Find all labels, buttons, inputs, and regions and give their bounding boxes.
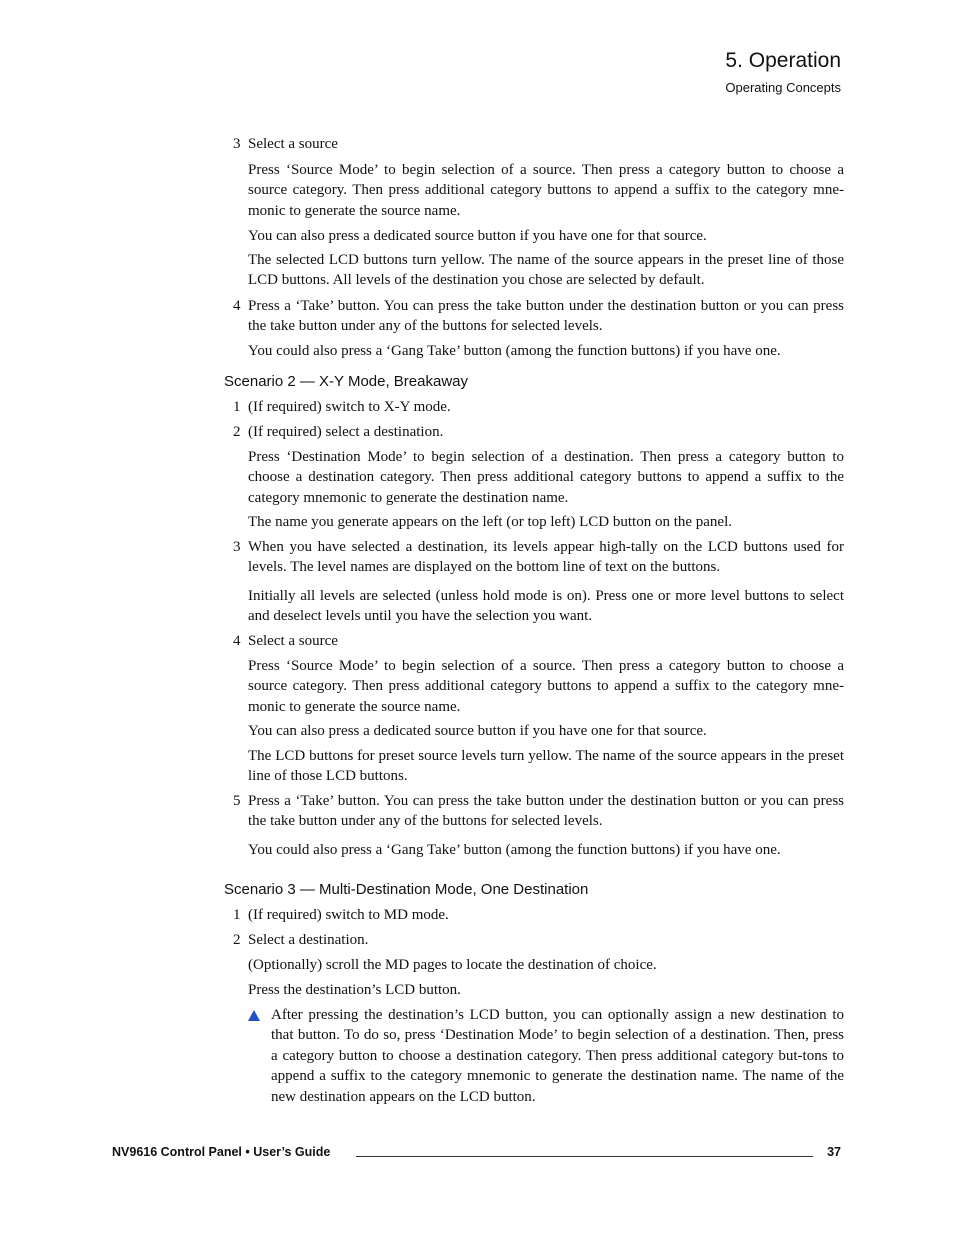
paragraph: The name you generate appears on the left (or top left) LCD button on the panel. xyxy=(248,514,732,530)
section-heading: Scenario 2 — X-Y Mode, Breakaway xyxy=(224,373,469,390)
paragraph: You can also press a dedicated source button if you have one for that source. xyxy=(248,228,707,244)
step-number: 4 xyxy=(233,298,241,314)
footer-rule xyxy=(356,1156,813,1157)
paragraph: Press the destination’s LCD button. xyxy=(248,982,461,998)
page-number: 37 xyxy=(827,1145,841,1159)
paragraph: Initially all levels are selected (unless hold mode is on). Press one or more level buttons to select and deselect levels until you have the selection you want. xyxy=(248,588,844,625)
step-number: 3 xyxy=(233,539,241,555)
triangle-bullet-icon xyxy=(248,1010,260,1021)
step-number: 1 xyxy=(233,399,241,415)
step-number: 4 xyxy=(233,633,241,649)
paragraph: You could also press a ‘Gang Take’ button (among the function buttons) if you have one. xyxy=(248,842,781,858)
step-number: 1 xyxy=(233,907,241,923)
step-text: Select a source xyxy=(248,633,338,649)
paragraph: Press ‘Destination Mode’ to begin selection of a destination. Then press a category button to choose a destination category. Then press additional category buttons to append a suffix to the category mnemonic to generate the destination name. xyxy=(248,449,844,506)
footer-title: NV9616 Control Panel • User’s Guide xyxy=(112,1145,331,1159)
note-text: After pressing the destination’s LCD button, you can optionally assign a new destination to that button. To do so, press ‘Destination Mode’ to begin selection of a destination. Then, press a category button to choose a destination category. Then press additional category but-tons to append a suffix to the category mnemonic to generate the destination name. The name of the new destination appears on the LCD button. xyxy=(271,1007,844,1105)
paragraph: The LCD buttons for preset source levels turn yellow. The name of the source appears in the preset line of those LCD buttons. xyxy=(248,748,844,785)
step-text: Press a ‘Take’ button. You can press the take button under the destination button or you can press the take button under any of the buttons for selected levels. xyxy=(248,793,844,830)
step-number: 3 xyxy=(233,136,241,152)
paragraph: The selected LCD buttons turn yellow. The name of the source appears in the preset line of those LCD buttons. All levels of the destination you chose are selected by default. xyxy=(248,252,844,289)
step-text: Select a destination. xyxy=(248,932,369,948)
step-text: Press a ‘Take’ button. You can press the take button under the destination button or you can press the take button under any of the buttons for selected levels. xyxy=(248,298,844,335)
paragraph: You can also press a dedicated source button if you have one for that source. xyxy=(248,723,707,739)
step-text: Select a source xyxy=(248,136,338,152)
step-text: (If required) select a destination. xyxy=(248,424,444,440)
step-number: 2 xyxy=(233,424,241,440)
paragraph: (Optionally) scroll the MD pages to locate the destination of choice. xyxy=(248,957,657,973)
paragraph: You could also press a ‘Gang Take’ button (among the function buttons) if you have one. xyxy=(248,343,781,359)
section-name: Operating Concepts xyxy=(725,80,841,95)
step-number: 5 xyxy=(233,793,241,809)
step-text: When you have selected a destination, its levels appear high-tally on the LCD buttons used for levels. The level names are displayed on the bottom line of text on the buttons. xyxy=(248,539,844,576)
paragraph: Press ‘Source Mode’ to begin selection of a source. Then press a category button to choose a source category. Then press additional category buttons to append a suffix to the category mne-monic to generate the source name. xyxy=(248,658,844,715)
paragraph: Press ‘Source Mode’ to begin selection of a source. Then press a category button to choose a source category. Then press additional category buttons to append a suffix to the category mne-monic to generate the source name. xyxy=(248,162,844,219)
step-text: (If required) switch to MD mode. xyxy=(248,907,449,923)
step-number: 2 xyxy=(233,932,241,948)
chapter-title: 5. Operation xyxy=(725,49,841,72)
section-heading: Scenario 3 — Multi-Destination Mode, One Destination xyxy=(224,881,589,898)
step-text: (If required) switch to X-Y mode. xyxy=(248,399,451,415)
